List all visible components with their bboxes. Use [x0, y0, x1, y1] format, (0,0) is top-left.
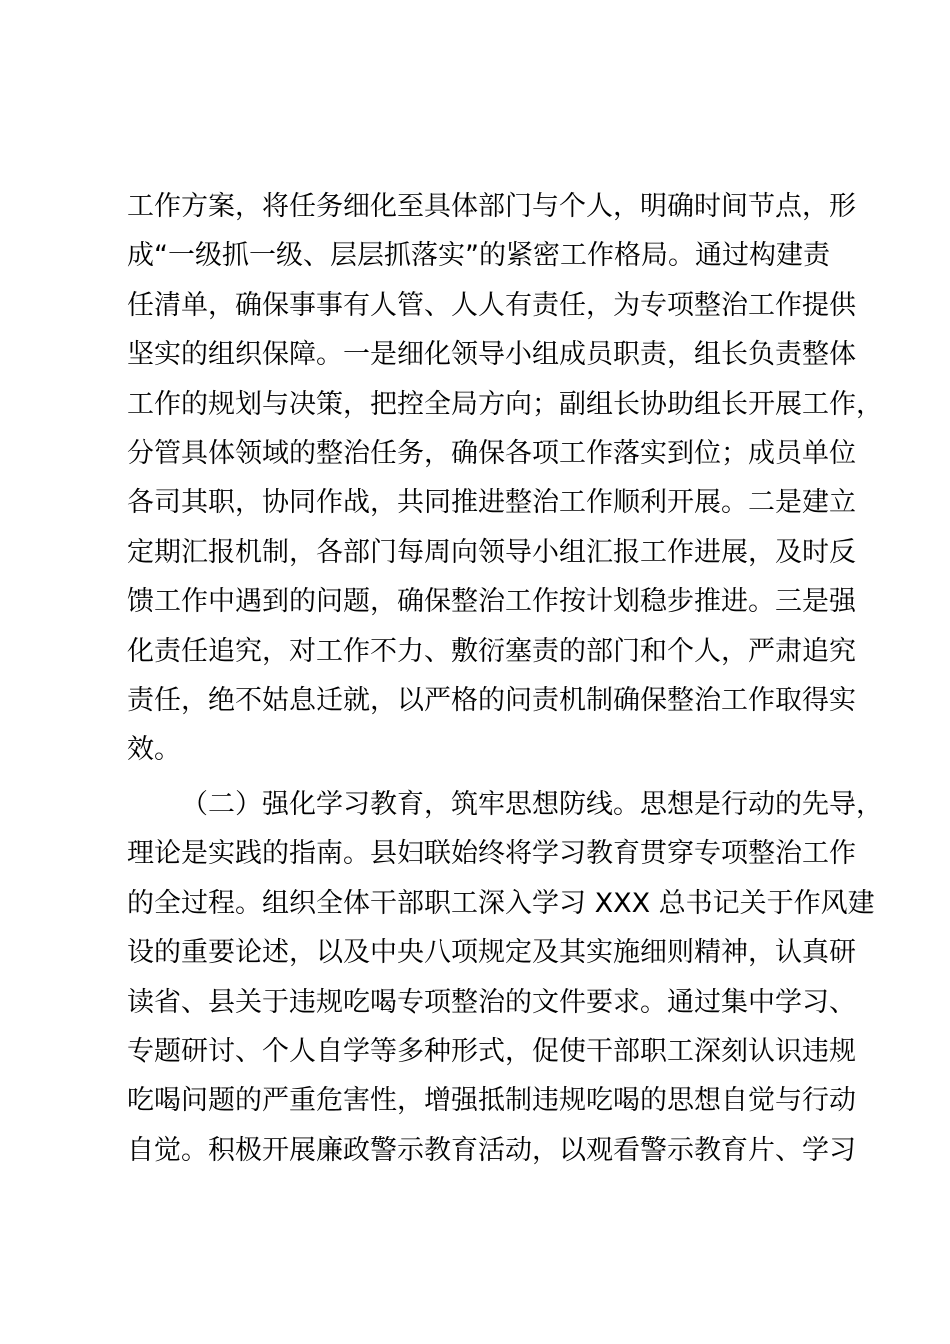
- text-line: 效。: [127, 734, 181, 766]
- text-line: 工作方案，将任务细化至具体部门与个人，明确时间节点，形: [127, 191, 856, 222]
- text-line: 理论是实践的指南。县妇联始终将学习教育贯穿专项整治工作: [127, 838, 856, 870]
- text-line: 专题研讨、个人自学等多种形式，促使干部职工深刻认识违规: [127, 1035, 856, 1067]
- text-line: 的全过程。组织全体干部职工深入学习 XXX 总书记关于作风建: [127, 887, 875, 919]
- paragraph-responsibility: [127, 182, 883, 775]
- text-line: 分管具体领域的整治任务，确保各项工作落实到位；成员单位: [127, 437, 856, 469]
- text-line: 设的重要论述，以及中央八项规定及其实施细则精神，认真研: [127, 937, 856, 969]
- text-line: 读省、县关于违规吃喝专项整治的文件要求。通过集中学习、: [127, 986, 856, 1018]
- text-line: 任清单，确保事事有人管、人人有责任，为专项整治工作提供: [127, 289, 856, 321]
- text-line: 吃喝问题的严重危害性，增强抵制违规吃喝的思想自觉与行动: [127, 1085, 856, 1117]
- text-line: 化责任追究，对工作不力、敷衍塞责的部门和个人，严肃追究: [127, 635, 856, 667]
- text-line: 责任，绝不姑息迁就，以严格的问责机制确保整治工作取得实: [127, 684, 856, 716]
- text-line: 各司其职，协同作战，共同推进整治工作顺利开展。二是建立: [127, 487, 856, 519]
- text-line: 成“一级抓一级、层层抓落实”的紧密工作格局。通过构建责: [127, 240, 830, 272]
- section-heading-line: （二）强化学习教育，筑牢思想防线。思想是行动的先导，: [181, 789, 883, 820]
- text-line: 工作的规划与决策，把控全局方向；副组长协助组长开展工作，: [127, 388, 883, 420]
- text-line: 自觉。积极开展廉政警示教育活动，以观看警示教育片、学习: [127, 1134, 856, 1166]
- text-line: 定期汇报机制，各部门每周向领导小组汇报工作进展，及时反: [127, 536, 856, 568]
- paragraph-study-education: [127, 780, 883, 1175]
- text-line: 馈工作中遇到的问题，确保整治工作按计划稳步推进。三是强: [127, 586, 856, 618]
- text-line: 坚实的组织保障。一是细化领导小组成员职责，组长负责整体: [127, 339, 856, 371]
